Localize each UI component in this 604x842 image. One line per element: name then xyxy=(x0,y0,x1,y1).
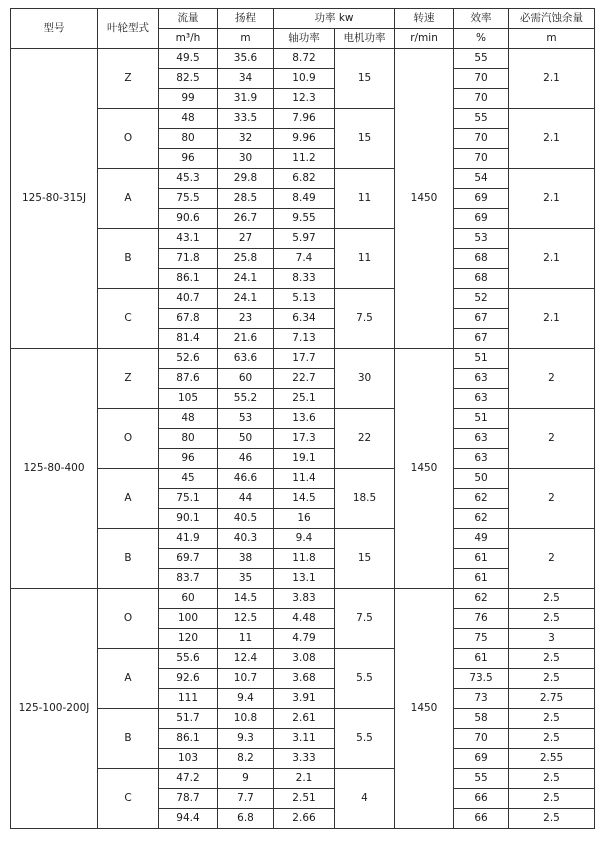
flow-cell: 96 xyxy=(159,149,218,169)
shaft-power-cell: 3.68 xyxy=(274,669,335,689)
shaft-power-cell: 10.9 xyxy=(274,69,335,89)
efficiency-cell: 62 xyxy=(454,509,509,529)
flow-cell: 60 xyxy=(159,589,218,609)
shaft-power-cell: 25.1 xyxy=(274,389,335,409)
shaft-power-cell: 9.55 xyxy=(274,209,335,229)
table-row xyxy=(11,169,595,189)
flow-cell: 78.7 xyxy=(159,789,218,809)
shaft-power-cell: 17.3 xyxy=(274,429,335,449)
efficiency-cell: 67 xyxy=(454,309,509,329)
table-body xyxy=(11,49,595,829)
header-efficiency: 效率 xyxy=(454,9,509,29)
impeller-type-cell: O xyxy=(98,409,159,469)
head-cell: 50 xyxy=(218,429,274,449)
npsh-cell: 2.1 xyxy=(509,169,595,229)
shaft-power-cell: 2.1 xyxy=(274,769,335,789)
efficiency-cell: 70 xyxy=(454,729,509,749)
head-cell: 23 xyxy=(218,309,274,329)
table-row xyxy=(11,769,595,789)
table-row xyxy=(11,109,595,129)
impeller-type-cell: O xyxy=(98,109,159,169)
motor-power-cell: 15 xyxy=(335,529,395,589)
head-cell: 8.2 xyxy=(218,749,274,769)
impeller-type-cell: A xyxy=(98,169,159,229)
flow-cell: 103 xyxy=(159,749,218,769)
shaft-power-cell: 2.61 xyxy=(274,709,335,729)
flow-cell: 75.1 xyxy=(159,489,218,509)
shaft-power-cell: 3.83 xyxy=(274,589,335,609)
impeller-type-cell: B xyxy=(98,529,159,589)
impeller-type-cell: Z xyxy=(98,49,159,109)
shaft-power-cell: 3.08 xyxy=(274,649,335,669)
head-cell: 29.8 xyxy=(218,169,274,189)
head-cell: 40.5 xyxy=(218,509,274,529)
impeller-type-cell: B xyxy=(98,229,159,289)
shaft-power-cell: 16 xyxy=(274,509,335,529)
efficiency-cell: 73 xyxy=(454,689,509,709)
flow-cell: 86.1 xyxy=(159,729,218,749)
head-cell: 26.7 xyxy=(218,209,274,229)
flow-cell: 111 xyxy=(159,689,218,709)
head-cell: 28.5 xyxy=(218,189,274,209)
speed-cell: 1450 xyxy=(395,589,454,829)
pump-spec-table xyxy=(10,8,595,829)
pump-spec-table-container xyxy=(10,8,594,829)
flow-cell: 87.6 xyxy=(159,369,218,389)
motor-power-cell: 5.5 xyxy=(335,709,395,769)
header-head: 扬程 xyxy=(218,9,274,29)
motor-power-cell: 18.5 xyxy=(335,469,395,529)
efficiency-cell: 51 xyxy=(454,409,509,429)
head-cell: 32 xyxy=(218,129,274,149)
shaft-power-cell: 7.96 xyxy=(274,109,335,129)
efficiency-cell: 52 xyxy=(454,289,509,309)
head-cell: 6.8 xyxy=(218,809,274,829)
head-cell: 14.5 xyxy=(218,589,274,609)
efficiency-cell: 61 xyxy=(454,549,509,569)
efficiency-cell: 68 xyxy=(454,269,509,289)
flow-cell: 86.1 xyxy=(159,269,218,289)
npsh-cell: 2.1 xyxy=(509,49,595,109)
speed-cell: 1450 xyxy=(395,349,454,589)
flow-cell: 75.5 xyxy=(159,189,218,209)
shaft-power-cell: 8.72 xyxy=(274,49,335,69)
shaft-power-cell: 13.6 xyxy=(274,409,335,429)
head-cell: 9 xyxy=(218,769,274,789)
head-cell: 34 xyxy=(218,69,274,89)
efficiency-cell: 50 xyxy=(454,469,509,489)
flow-cell: 80 xyxy=(159,429,218,449)
table-row xyxy=(11,409,595,429)
npsh-cell: 2 xyxy=(509,529,595,589)
impeller-type-cell: A xyxy=(98,469,159,529)
npsh-cell: 2.5 xyxy=(509,709,595,729)
efficiency-cell: 63 xyxy=(454,429,509,449)
head-cell: 46.6 xyxy=(218,469,274,489)
shaft-power-cell: 11.4 xyxy=(274,469,335,489)
flow-cell: 51.7 xyxy=(159,709,218,729)
header-impeller: 叶轮型式 xyxy=(98,9,159,49)
npsh-cell: 2.55 xyxy=(509,749,595,769)
flow-cell: 105 xyxy=(159,389,218,409)
flow-cell: 45 xyxy=(159,469,218,489)
npsh-cell: 2.1 xyxy=(509,229,595,289)
table-row xyxy=(11,649,595,669)
efficiency-cell: 54 xyxy=(454,169,509,189)
head-cell: 21.6 xyxy=(218,329,274,349)
shaft-power-cell: 8.49 xyxy=(274,189,335,209)
flow-cell: 67.8 xyxy=(159,309,218,329)
header-npsh: 必需汽蚀余量 xyxy=(509,9,595,29)
flow-cell: 120 xyxy=(159,629,218,649)
shaft-power-cell: 11.8 xyxy=(274,549,335,569)
table-header xyxy=(11,9,595,49)
impeller-type-cell: B xyxy=(98,709,159,769)
header-shaft-power: 轴功率 xyxy=(274,29,335,49)
motor-power-cell: 11 xyxy=(335,169,395,229)
npsh-cell: 2 xyxy=(509,349,595,409)
head-cell: 44 xyxy=(218,489,274,509)
shaft-power-cell: 6.82 xyxy=(274,169,335,189)
efficiency-cell: 49 xyxy=(454,529,509,549)
npsh-cell: 2.5 xyxy=(509,589,595,609)
npsh-cell: 3 xyxy=(509,629,595,649)
model-cell: 125-80-400 xyxy=(11,349,98,589)
efficiency-cell: 58 xyxy=(454,709,509,729)
shaft-power-cell: 7.13 xyxy=(274,329,335,349)
npsh-cell: 2 xyxy=(509,409,595,469)
table-row xyxy=(11,289,595,309)
shaft-power-cell: 17.7 xyxy=(274,349,335,369)
header-model: 型号 xyxy=(11,9,98,49)
impeller-type-cell: Z xyxy=(98,349,159,409)
head-cell: 40.3 xyxy=(218,529,274,549)
flow-cell: 40.7 xyxy=(159,289,218,309)
motor-power-cell: 4 xyxy=(335,769,395,829)
efficiency-cell: 55 xyxy=(454,109,509,129)
efficiency-cell: 62 xyxy=(454,589,509,609)
efficiency-cell: 63 xyxy=(454,449,509,469)
efficiency-cell: 69 xyxy=(454,189,509,209)
head-cell: 27 xyxy=(218,229,274,249)
speed-cell: 1450 xyxy=(395,49,454,349)
efficiency-cell: 53 xyxy=(454,229,509,249)
header-speed-unit: r/min xyxy=(395,29,454,49)
table-row xyxy=(11,589,595,609)
flow-cell: 96 xyxy=(159,449,218,469)
motor-power-cell: 22 xyxy=(335,409,395,469)
head-cell: 33.5 xyxy=(218,109,274,129)
flow-cell: 52.6 xyxy=(159,349,218,369)
flow-cell: 45.3 xyxy=(159,169,218,189)
efficiency-cell: 69 xyxy=(454,209,509,229)
motor-power-cell: 15 xyxy=(335,109,395,169)
head-cell: 46 xyxy=(218,449,274,469)
head-cell: 7.7 xyxy=(218,789,274,809)
efficiency-cell: 70 xyxy=(454,69,509,89)
flow-cell: 92.6 xyxy=(159,669,218,689)
efficiency-cell: 76 xyxy=(454,609,509,629)
header-speed: 转速 xyxy=(395,9,454,29)
motor-power-cell: 5.5 xyxy=(335,649,395,709)
flow-cell: 48 xyxy=(159,409,218,429)
flow-cell: 55.6 xyxy=(159,649,218,669)
npsh-cell: 2.75 xyxy=(509,689,595,709)
head-cell: 9.4 xyxy=(218,689,274,709)
head-cell: 31.9 xyxy=(218,89,274,109)
head-cell: 9.3 xyxy=(218,729,274,749)
npsh-cell: 2.5 xyxy=(509,649,595,669)
efficiency-cell: 75 xyxy=(454,629,509,649)
shaft-power-cell: 12.3 xyxy=(274,89,335,109)
flow-cell: 48 xyxy=(159,109,218,129)
head-cell: 53 xyxy=(218,409,274,429)
efficiency-cell: 70 xyxy=(454,129,509,149)
shaft-power-cell: 22.7 xyxy=(274,369,335,389)
impeller-type-cell: A xyxy=(98,649,159,709)
header-power: 功率 kw xyxy=(274,9,395,29)
efficiency-cell: 66 xyxy=(454,789,509,809)
npsh-cell: 2.1 xyxy=(509,289,595,349)
shaft-power-cell: 4.48 xyxy=(274,609,335,629)
efficiency-cell: 66 xyxy=(454,809,509,829)
shaft-power-cell: 19.1 xyxy=(274,449,335,469)
flow-cell: 43.1 xyxy=(159,229,218,249)
flow-cell: 82.5 xyxy=(159,69,218,89)
efficiency-cell: 62 xyxy=(454,489,509,509)
table-row xyxy=(11,469,595,489)
shaft-power-cell: 4.79 xyxy=(274,629,335,649)
shaft-power-cell: 14.5 xyxy=(274,489,335,509)
npsh-cell: 2.5 xyxy=(509,609,595,629)
header-flow: 流量 xyxy=(159,9,218,29)
head-cell: 35.6 xyxy=(218,49,274,69)
table-row xyxy=(11,529,595,549)
shaft-power-cell: 3.91 xyxy=(274,689,335,709)
table-row xyxy=(11,229,595,249)
shaft-power-cell: 5.13 xyxy=(274,289,335,309)
npsh-cell: 2.1 xyxy=(509,109,595,169)
motor-power-cell: 15 xyxy=(335,49,395,109)
shaft-power-cell: 9.96 xyxy=(274,129,335,149)
npsh-cell: 2.5 xyxy=(509,809,595,829)
head-cell: 25.8 xyxy=(218,249,274,269)
head-cell: 12.5 xyxy=(218,609,274,629)
efficiency-cell: 55 xyxy=(454,769,509,789)
npsh-cell: 2.5 xyxy=(509,669,595,689)
header-head-unit: m xyxy=(218,29,274,49)
motor-power-cell: 7.5 xyxy=(335,289,395,349)
shaft-power-cell: 7.4 xyxy=(274,249,335,269)
head-cell: 11 xyxy=(218,629,274,649)
efficiency-cell: 69 xyxy=(454,749,509,769)
motor-power-cell: 30 xyxy=(335,349,395,409)
head-cell: 10.8 xyxy=(218,709,274,729)
impeller-type-cell: O xyxy=(98,589,159,649)
flow-cell: 81.4 xyxy=(159,329,218,349)
table-row xyxy=(11,709,595,729)
efficiency-cell: 61 xyxy=(454,569,509,589)
shaft-power-cell: 3.11 xyxy=(274,729,335,749)
header-efficiency-unit: % xyxy=(454,29,509,49)
efficiency-cell: 63 xyxy=(454,369,509,389)
head-cell: 38 xyxy=(218,549,274,569)
motor-power-cell: 11 xyxy=(335,229,395,289)
efficiency-cell: 51 xyxy=(454,349,509,369)
model-cell: 125-80-315J xyxy=(11,49,98,349)
efficiency-cell: 70 xyxy=(454,89,509,109)
shaft-power-cell: 3.33 xyxy=(274,749,335,769)
shaft-power-cell: 9.4 xyxy=(274,529,335,549)
shaft-power-cell: 6.34 xyxy=(274,309,335,329)
shaft-power-cell: 11.2 xyxy=(274,149,335,169)
head-cell: 55.2 xyxy=(218,389,274,409)
shaft-power-cell: 13.1 xyxy=(274,569,335,589)
flow-cell: 80 xyxy=(159,129,218,149)
motor-power-cell: 7.5 xyxy=(335,589,395,649)
head-cell: 10.7 xyxy=(218,669,274,689)
npsh-cell: 2.5 xyxy=(509,769,595,789)
flow-cell: 83.7 xyxy=(159,569,218,589)
efficiency-cell: 70 xyxy=(454,149,509,169)
header-motor-power: 电机功率 xyxy=(335,29,395,49)
model-cell: 125-100-200J xyxy=(11,589,98,829)
head-cell: 24.1 xyxy=(218,269,274,289)
shaft-power-cell: 8.33 xyxy=(274,269,335,289)
flow-cell: 71.8 xyxy=(159,249,218,269)
shaft-power-cell: 2.66 xyxy=(274,809,335,829)
efficiency-cell: 61 xyxy=(454,649,509,669)
flow-cell: 41.9 xyxy=(159,529,218,549)
flow-cell: 90.6 xyxy=(159,209,218,229)
flow-cell: 49.5 xyxy=(159,49,218,69)
npsh-cell: 2 xyxy=(509,469,595,529)
table-row xyxy=(11,349,595,369)
flow-cell: 69.7 xyxy=(159,549,218,569)
efficiency-cell: 63 xyxy=(454,389,509,409)
header-flow-unit: m³/h xyxy=(159,29,218,49)
shaft-power-cell: 2.51 xyxy=(274,789,335,809)
flow-cell: 100 xyxy=(159,609,218,629)
npsh-cell: 2.5 xyxy=(509,729,595,749)
flow-cell: 94.4 xyxy=(159,809,218,829)
flow-cell: 47.2 xyxy=(159,769,218,789)
flow-cell: 90.1 xyxy=(159,509,218,529)
flow-cell: 99 xyxy=(159,89,218,109)
head-cell: 24.1 xyxy=(218,289,274,309)
shaft-power-cell: 5.97 xyxy=(274,229,335,249)
head-cell: 63.6 xyxy=(218,349,274,369)
impeller-type-cell: C xyxy=(98,769,159,829)
head-cell: 30 xyxy=(218,149,274,169)
head-cell: 12.4 xyxy=(218,649,274,669)
head-cell: 60 xyxy=(218,369,274,389)
efficiency-cell: 68 xyxy=(454,249,509,269)
efficiency-cell: 73.5 xyxy=(454,669,509,689)
impeller-type-cell: C xyxy=(98,289,159,349)
npsh-cell: 2.5 xyxy=(509,789,595,809)
table-row xyxy=(11,49,595,69)
efficiency-cell: 67 xyxy=(454,329,509,349)
header-npsh-unit: m xyxy=(509,29,595,49)
efficiency-cell: 55 xyxy=(454,49,509,69)
head-cell: 35 xyxy=(218,569,274,589)
